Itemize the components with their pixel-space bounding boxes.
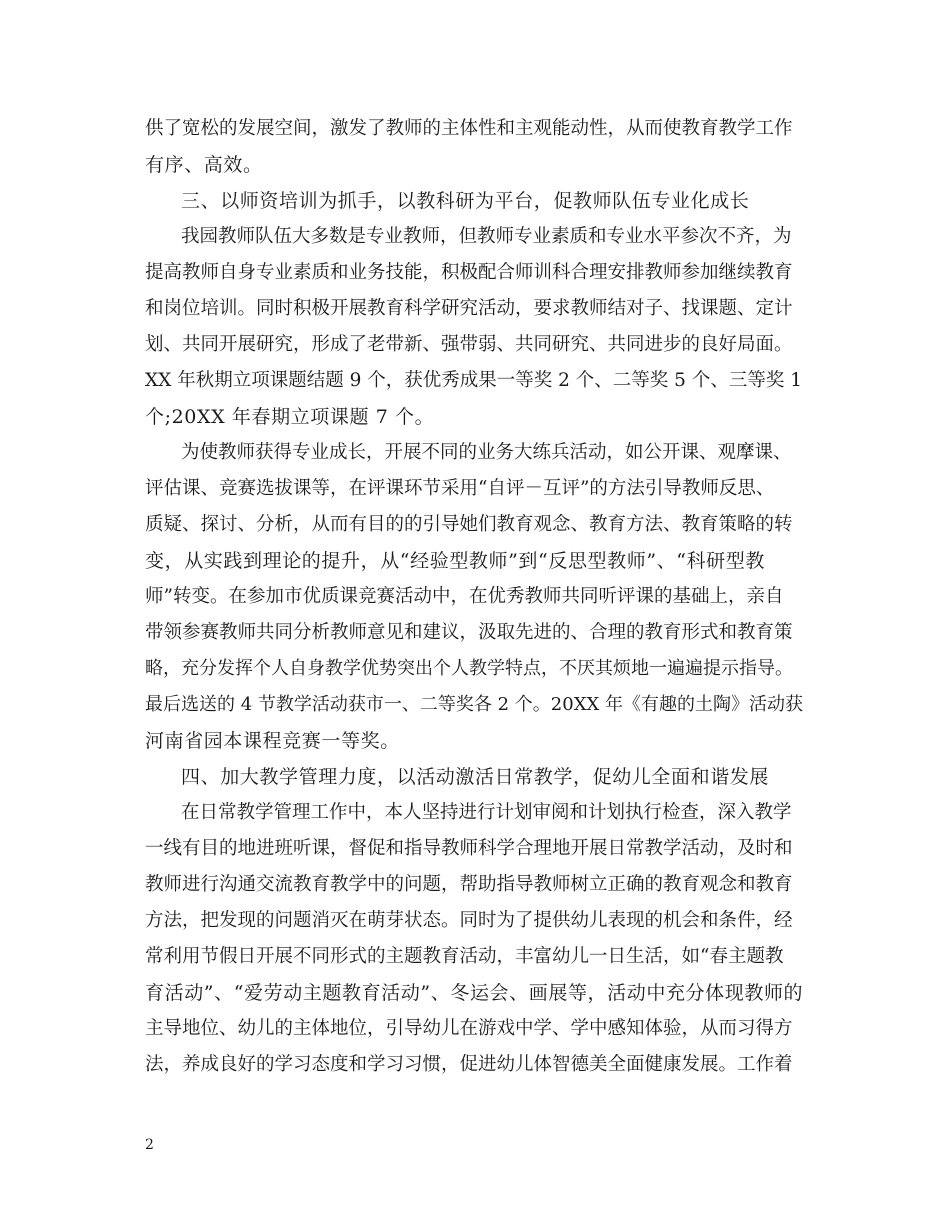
text-line: 主导地位、幼儿的主体地位，引导幼儿在游戏中学、学中感知体验，从而习得方 <box>145 1018 793 1039</box>
text-line: 质疑、探讨、分析，从而有目的的引导她们教育观念、教育方法、教育策略的转 <box>145 514 793 535</box>
text-line: 育活动”、“爱劳动主题教育活动”、冬运会、画展等，活动中充分体现教师的 <box>145 982 804 1004</box>
section-heading: 四、加大教学管理力度，以活动激活日常教学，促幼儿全面和谐发展 <box>181 766 770 788</box>
text-line: 常利用节假日开展不同形式的主题教育活动，丰富幼儿一日生活，如“春主题教 <box>145 946 784 967</box>
text-line: 河南省园本课程竞赛一等奖。 <box>145 730 400 752</box>
text-line: 划、共同开展研究，形成了老带新、强带弱、共同研究、共同进步的良好局面。 <box>145 334 793 355</box>
text-line: 提高教师自身专业素质和业务技能，积极配合师训科合理安排教师参加继续教育 <box>145 262 793 283</box>
text-line: 为使教师获得专业成长，开展不同的业务大练兵活动，如公开课、观摩课、 <box>181 442 792 463</box>
text-line: 法，养成良好的学习态度和学习习惯，促进幼儿体智德美全面健康发展。工作着 <box>145 1054 793 1075</box>
text-line: 带领参赛教师共同分析教师意见和建议，汲取先进的、合理的教育形式和教育策 <box>145 622 793 643</box>
text-line: 变，从实践到理论的提升，从“经验型教师”到“反思型教师”、“科研型教 <box>145 550 765 572</box>
text-line: 方法，把发现的问题消灭在萌芽状态。同时为了提供幼儿表现的机会和条件，经 <box>145 910 793 931</box>
text-line: 教师进行沟通交流教育教学中的问题，帮助指导教师树立正确的教育观念和教育 <box>145 874 793 895</box>
text-line: 师”转变。在参加市优质课竞赛活动中，在优秀教师共同听评课的基础上，亲自 <box>145 586 784 607</box>
text-line: 评估课、竞赛选拔课等，在评课环节采用“自评－互评”的方法引导教师反思、 <box>145 478 775 499</box>
text-line: 一线有目的地进班听课，督促和指导教师科学合理地开展日常教学活动，及时和 <box>145 838 793 859</box>
text-line: 在日常教学管理工作中，本人坚持进行计划审阅和计划执行检查，深入教学 <box>181 802 792 823</box>
page-number: 2 <box>145 1137 154 1153</box>
text-line: 我园教师队伍大多数是专业教师，但教师专业素质和专业水平参次不齐，为 <box>181 226 792 247</box>
text-line: 个;20XX 年春期立项课题 7 个。 <box>145 406 435 428</box>
text-line: XX 年秋期立项课题结题 9 个，获优秀成果一等奖 2 个、二等奖 5 个、三等奖 1 <box>145 370 802 391</box>
section-heading: 三、以师资培训为抓手，以教科研为平台，促教师队伍专业化成长 <box>181 190 750 212</box>
text-line: 略，充分发挥个人自身教学优势突出个人教学特点，不厌其烦地一遍遍提示指导。 <box>145 658 793 679</box>
text-line: 最后选送的 4 节教学活动获市一、二等奖各 2 个。20XX 年《有趣的土陶》活动获 <box>145 694 804 715</box>
text-line: 有序、高效。 <box>145 154 263 176</box>
text-line: 供了宽松的发展空间，激发了教师的主体性和主观能动性，从而使教育教学工作 <box>145 118 793 139</box>
text-line: 和岗位培训。同时积极开展教育科学研究活动，要求教师结对子、找课题、定计 <box>145 298 793 319</box>
